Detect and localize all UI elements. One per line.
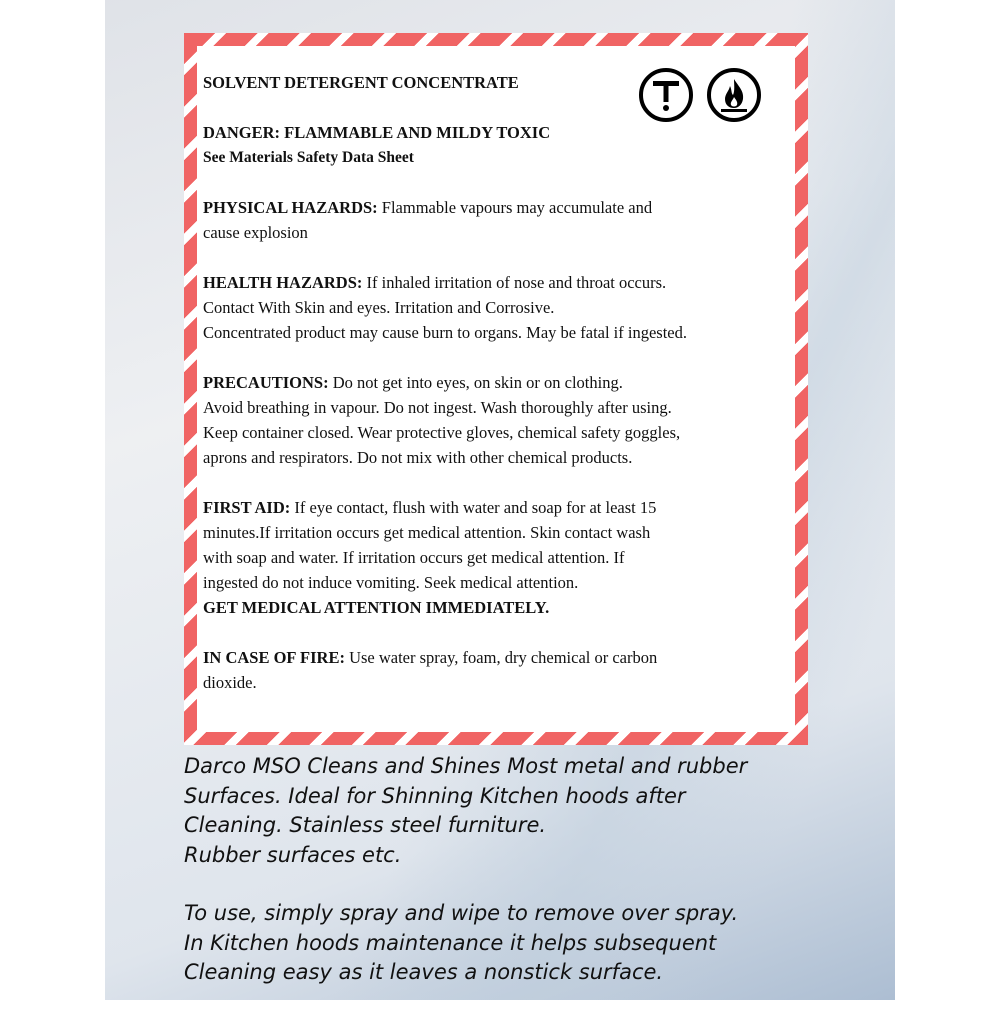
fire-heading: IN CASE OF FIRE: <box>203 648 345 667</box>
first-aid-heading: FIRST AID: <box>203 498 291 517</box>
description-paragraph: Darco MSO Cleans and Shines Most metal and rubber Surfaces. Ideal for Shinning Kitchen hoods after Cleaning. Stainless steel furniture. Rubber surfaces etc. <box>184 754 748 867</box>
product-title: SOLVENT DETERGENT CONCENTRATE <box>203 73 519 92</box>
precautions-heading: PRECAUTIONS: <box>203 373 329 392</box>
health-hazards-section: HEALTH HAZARDS: If inhaled irritation of nose and throat occurs. Contact With Skin and eyes. Irritation and Corrosive. Concentrated product may cause burn to organs. May be fatal if ingested. <box>203 273 688 342</box>
physical-hazards-heading: PHYSICAL HAZARDS: <box>203 198 378 217</box>
medical-attention-warning: GET MEDICAL ATTENTION IMMEDIATELY. <box>203 598 550 617</box>
fire-section: IN CASE OF FIRE: Use water spray, foam, dry chemical or carbon dioxide. <box>203 648 658 692</box>
product-description <box>184 752 874 1017</box>
hazard-label-text <box>203 70 803 720</box>
precautions-section: PRECAUTIONS: Do not get into eyes, on skin or on clothing. Avoid breathing in vapour. Do not ingest. Wash thoroughly after using. Keep container closed. Wear protective gloves, chemical safety goggles, aprons and respirators. Do not mix with other chemical products. <box>203 373 681 467</box>
danger-warning: DANGER: FLAMMABLE AND MILDY TOXIC <box>203 123 551 142</box>
usage-paragraph: To use, simply spray and wipe to remove over spray. In Kitchen hoods maintenance it helps subsequent Cleaning easy as it leaves a nonstick surface. <box>184 901 739 984</box>
first-aid-section: FIRST AID: If eye contact, flush with water and soap for at least 15 minutes.If irritation occurs get medical attention. Skin contact wash with soap and water. If irritation occurs get medical attention. If ingested do not induce vomiting. Seek medical attention. GET MEDICAL ATTENTION IMMEDIATELY. <box>203 495 803 620</box>
msds-note: See Materials Safety Data Sheet <box>203 149 414 166</box>
health-hazards-heading: HEALTH HAZARDS: <box>203 273 363 292</box>
physical-hazards-section: PHYSICAL HAZARDS: Flammable vapours may accumulate and cause explosion <box>203 198 653 242</box>
